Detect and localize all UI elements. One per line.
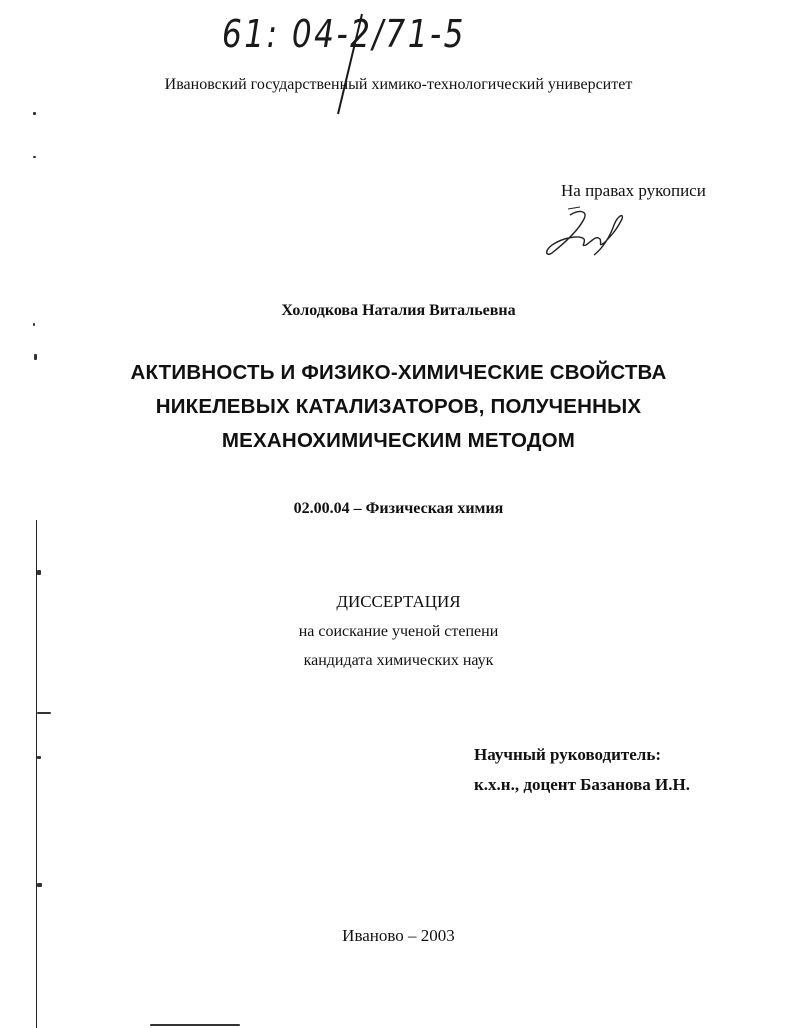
scan-speck xyxy=(150,1024,240,1026)
specialty: 02.00.04 – Физическая химия xyxy=(293,500,504,517)
supervisor-name: к.х.н., доцент Базанова И.Н. xyxy=(474,775,690,794)
scan-speck xyxy=(37,570,41,575)
scan-speck xyxy=(33,156,36,158)
work-type: ДИССЕРТАЦИЯ xyxy=(336,592,461,611)
scan-speck xyxy=(33,323,35,326)
title-line: МЕХАНОХИМИЧЕСКИМ МЕТОДОМ xyxy=(221,429,576,452)
scan-speck xyxy=(37,712,51,714)
scan-speck xyxy=(37,756,41,759)
place-year: Иваново – 2003 xyxy=(342,926,455,945)
manuscript-rights-note: На правах рукописи xyxy=(561,181,706,200)
degree-line: на соискание ученой степени xyxy=(298,623,499,640)
scan-speck xyxy=(37,883,42,887)
title-line: НИКЕЛЕВЫХ КАТАЛИЗАТОРОВ, ПОЛУЧЕННЫХ xyxy=(155,395,642,418)
author-name: Холодкова Наталия Витальевна xyxy=(281,302,516,319)
scan-edge-line xyxy=(36,520,37,1028)
university-name: Ивановский государственный химико-технологический университет xyxy=(164,76,633,93)
signature xyxy=(540,205,630,260)
degree-line: кандидата химических наук xyxy=(303,652,494,669)
archive-code: 61: 04-2/71-5 xyxy=(222,12,466,56)
dissertation-title xyxy=(0,356,797,458)
supervisor-label: Научный руководитель: xyxy=(474,745,661,764)
title-line: АКТИВНОСТЬ И ФИЗИКО-ХИМИЧЕСКИЕ СВОЙСТВА xyxy=(130,361,667,384)
scan-speck xyxy=(33,112,36,115)
scan-speck xyxy=(34,354,37,360)
pen-stroke-mark xyxy=(330,10,370,120)
